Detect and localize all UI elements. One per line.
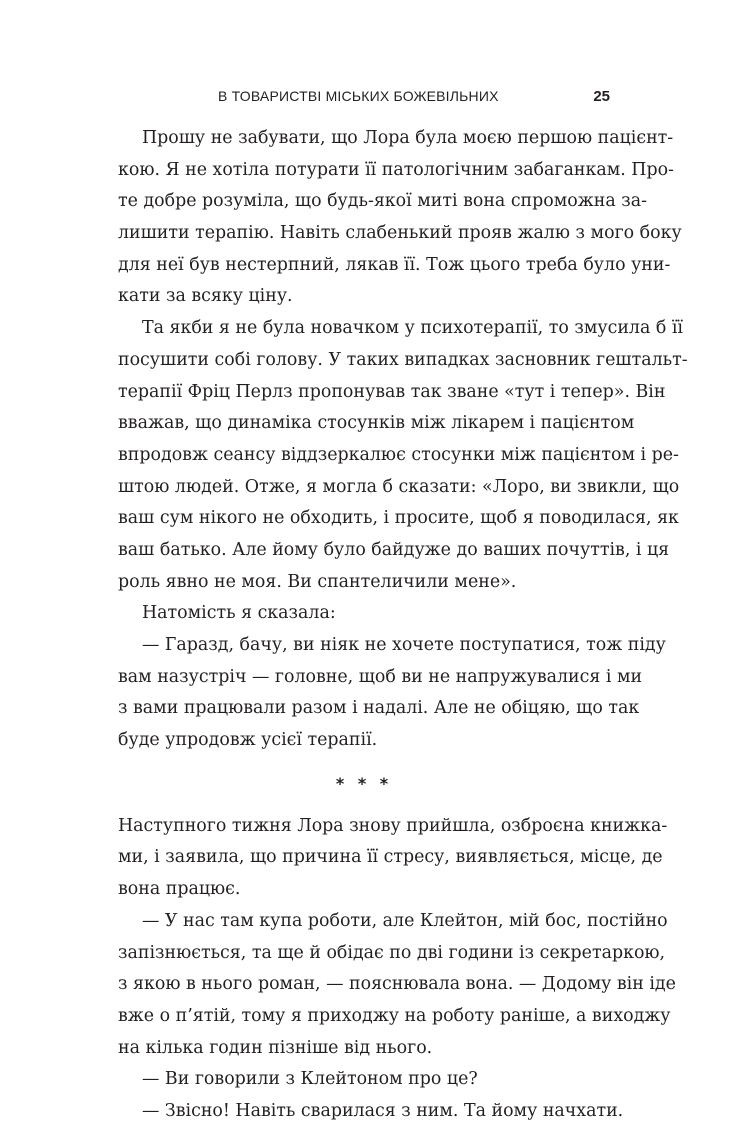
text-line: роль явно не моя. Ви спантеличили мене». [118, 571, 517, 592]
text-line: впродовж сеансу віддзеркалює стосунки між пацієнтом і ре- [118, 444, 679, 465]
text-line: кою. Я не хотіла потурати її патологічним забаганкам. Про- [118, 159, 674, 180]
text-line: вона працює. [118, 879, 241, 900]
text-line: для неї був нестерпний, лякав її. Тож цього треба було уни- [118, 254, 671, 275]
text-line: Наступного тижня Лора знову прийшла, озброєна книжка- [118, 815, 668, 836]
body-text [118, 123, 688, 1128]
section-separator: * * * [335, 773, 393, 793]
text-line: терапії Фріц Перлз пропонував так зване «тут і тепер». Він [118, 381, 666, 402]
text-line: — У нас там купа роботи, але Клейтон, мій бос, постійно [142, 910, 668, 931]
text-line: ваш батько. Але йому було байдуже до ваших почуттів, і ця [118, 539, 670, 560]
text-line: ми, і заявила, що причина її стресу, виявляється, місце, де [118, 847, 663, 868]
text-line: вже о п’ятій, тому я приходжу на роботу раніше, а виходжу [118, 1005, 671, 1026]
text-line: вам назустріч — головне, щоб ви не напружувалися і ми [118, 666, 643, 687]
text-line: лишити терапію. Навіть слабенький прояв жалю з мого боку [118, 223, 682, 244]
text-line: — Гаразд, бачу, ви ніяк не хочете поступатися, тож піду [142, 635, 666, 655]
text-line: Та якби я не була новачком у психотерапії, то змусила б її [142, 318, 683, 339]
text-line: запізнюється, та ще й обідає по дві години із секретаркою, [118, 942, 666, 963]
text-line: кати за всяку ціну. [118, 286, 293, 307]
running-header [118, 88, 610, 110]
text-line: з якою в нього роман, — пояснювала вона. — Додому він іде [118, 974, 676, 995]
text-line: з вами працювали разом і надалі. Але не обіцяю, що так [118, 698, 640, 719]
text-line: на кілька годин пізніше від нього. [118, 1037, 433, 1058]
text-line: — Ви говорили з Клейтоном про це? [142, 1069, 478, 1090]
text-line: Прошу не забувати, що Лора була моєю першою пацієнт- [142, 128, 674, 148]
text-line: штою людей. Отже, я могла б сказати: «Лоро, ви звикли, що [118, 476, 680, 497]
page-number: 25 [593, 88, 610, 105]
text-line: — Звісно! Навіть сварилася з ним. Та йому начхати. [142, 1100, 624, 1121]
text-line: Натомість я сказала: [142, 603, 336, 624]
running-title: В ТОВАРИСТВІ МІСЬКИХ БОЖЕВІЛЬНИХ [218, 88, 499, 104]
text-line: буде упродовж усієї терапії. [118, 730, 378, 751]
text-line: вважав, що динаміка стосунків між лікарем і пацієнтом [118, 413, 635, 434]
text-line: ваш сум нікого не обходить, і просите, щоб я поводилася, як [118, 508, 679, 529]
text-line: посушити собі голову. У таких випадках засновник гештальт- [118, 349, 688, 370]
text-line: те добре розуміла, що будь-якої миті вона спроможна за- [118, 191, 647, 212]
